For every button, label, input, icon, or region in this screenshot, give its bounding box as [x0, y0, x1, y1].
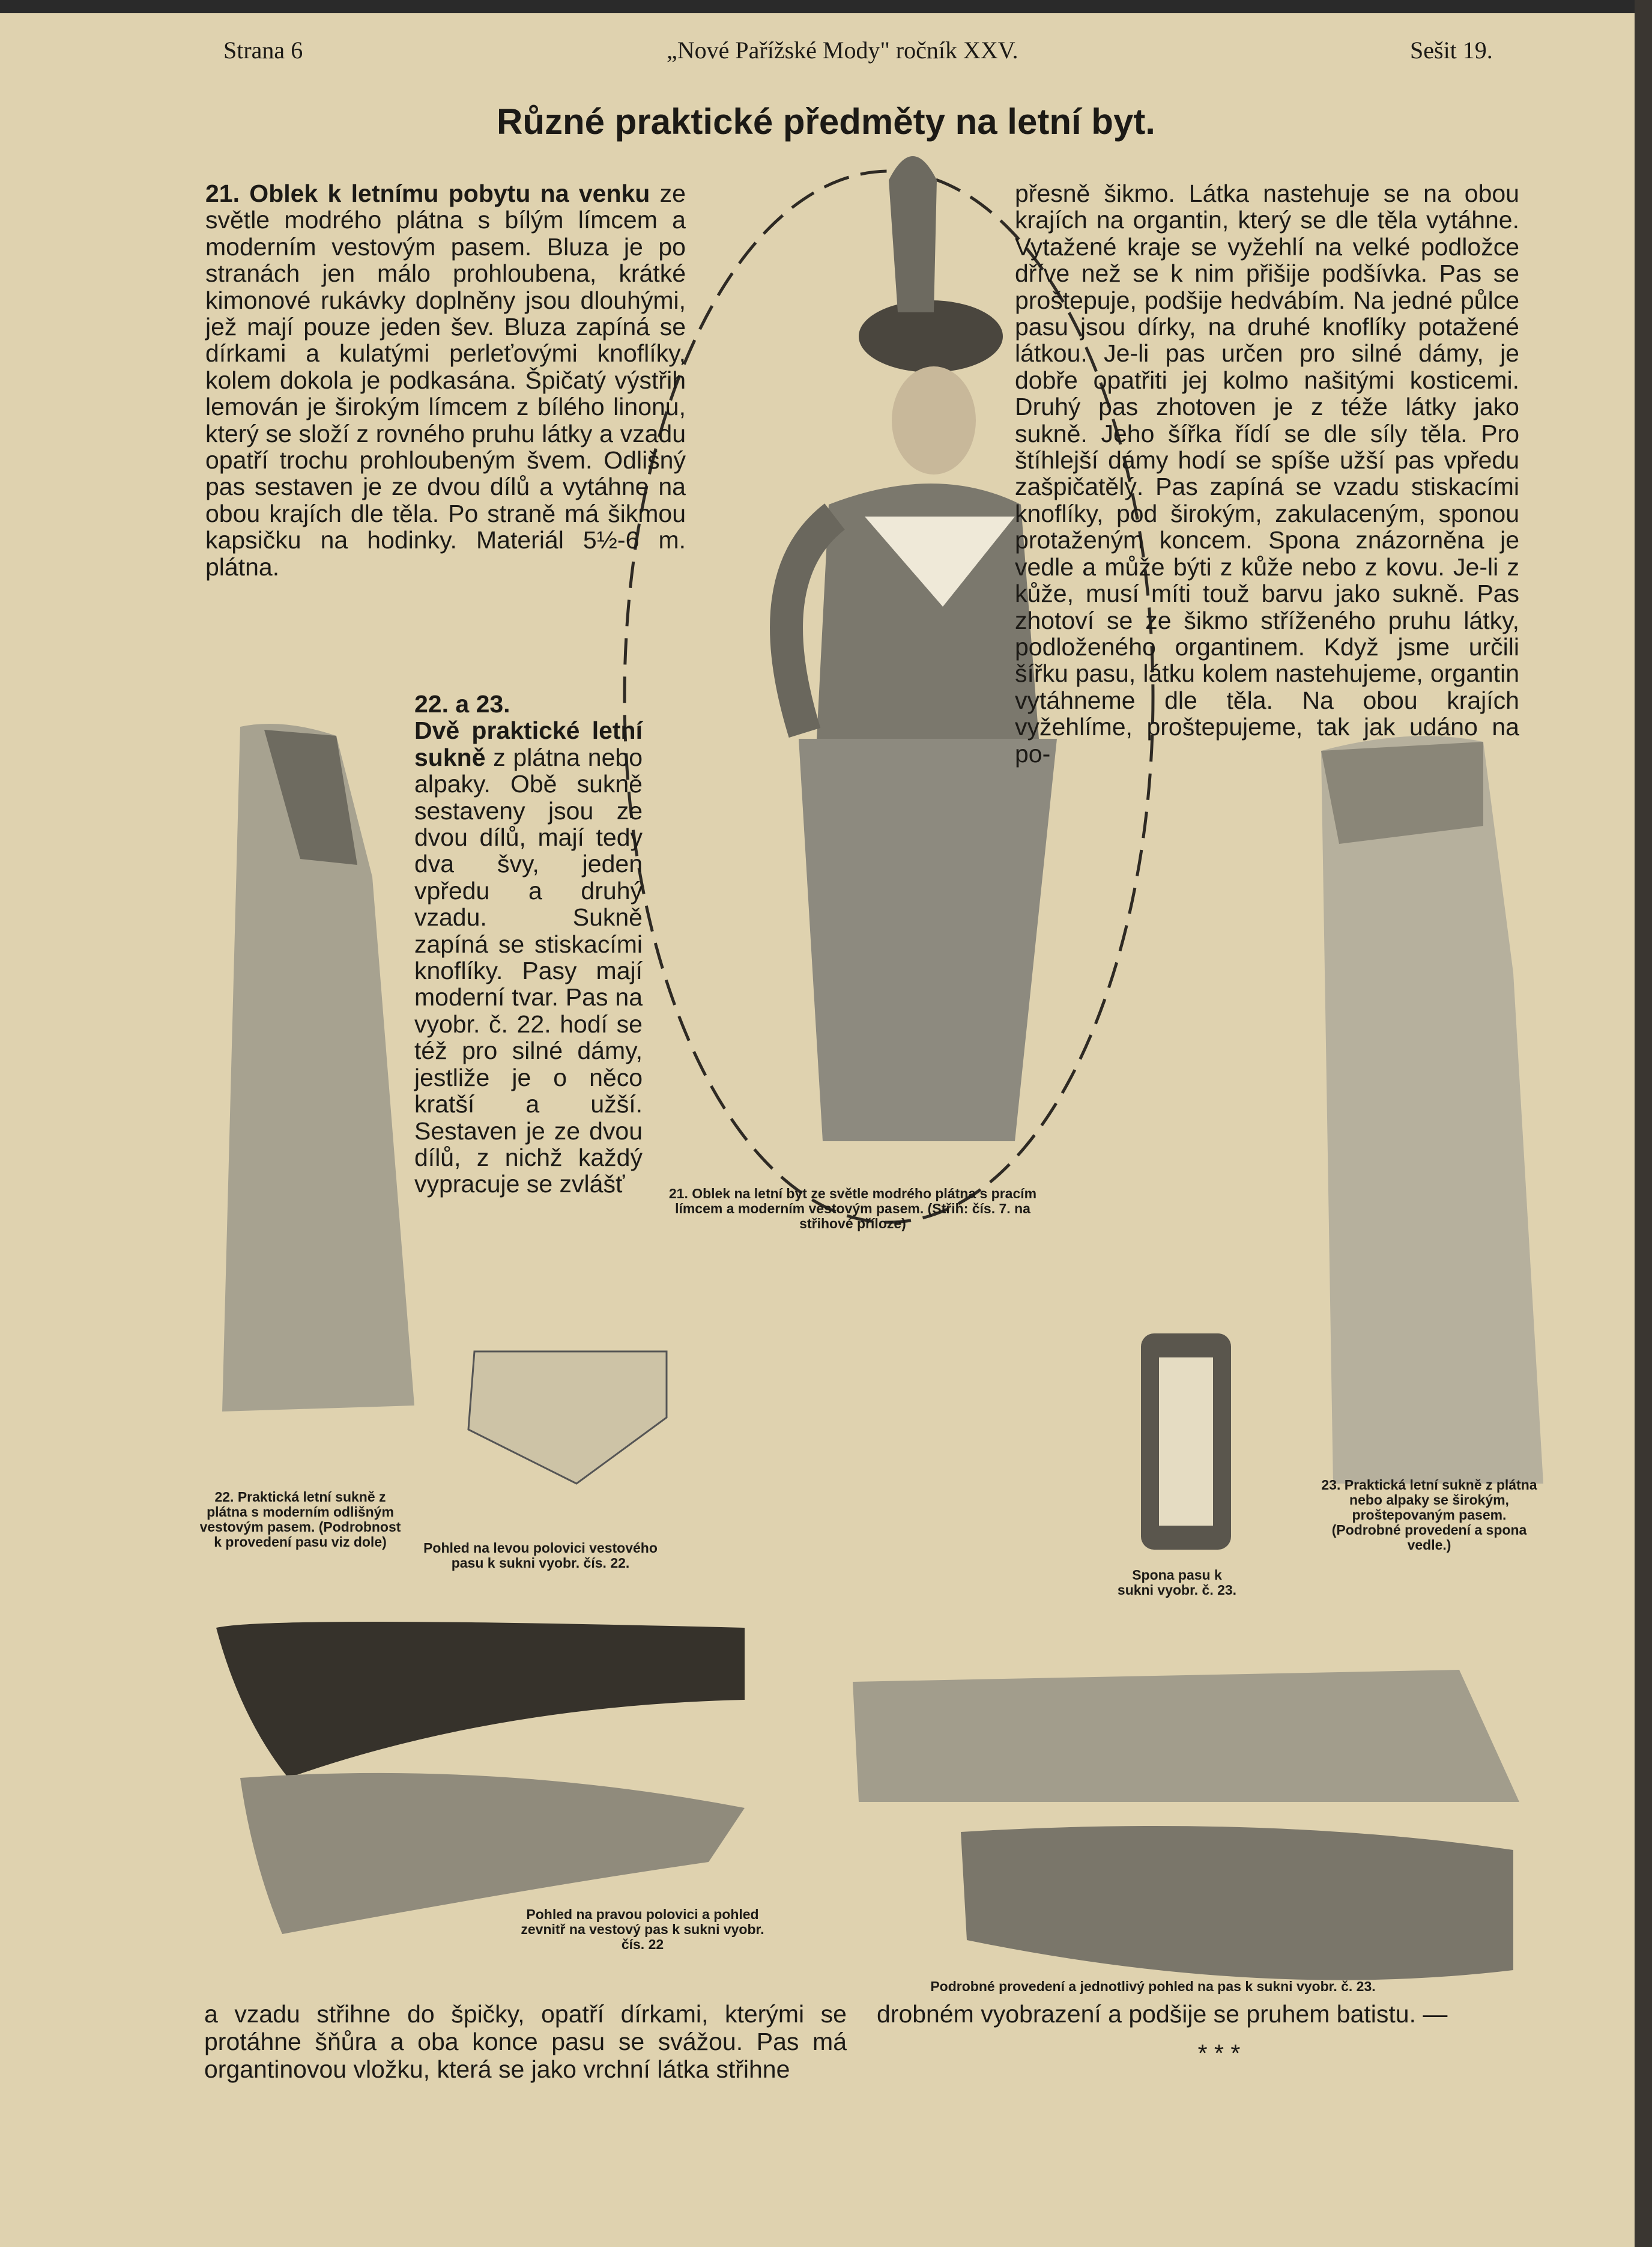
caption-fig23-buckle: Spona pasu k sukni vyobr. č. 23.	[1117, 1567, 1237, 1598]
right-column-text: přesně šikmo. Látka nastehuje se na obou krajích na organtin, který se dle těla vytáhne. Vytažené kraje se vyžehlí na velké podložce dříve než se k nim přišije podšívka. Pas se proštepuje, podšije hedvábím. Na jedné půlce pasu jsou dírky, na druhé knoflíky potažené látkou. Je-li pas určen pro silné dámy, je dobře opatřiti jej kolmo našitými kosticemi. Druhý pas zhotoven je z téže látky jako sukně. Jeho šířka řídí se dle síly těla. Pro štíhlejší dámy hodí se spíše užší pas vpředu zašpičatělý. Pas zapíná se vzadu stiskacími knoflíky, pod širokým, zakulaceným, sponou protaženým koncem. Spona znázorněna je vedle a může býti z kůže nebo z kovu. Je-li z kůže, musí míti touž barvu jako sukně. Pas zhotoví se ze šikmo stříženého pruhu látky, podloženého organtinem. Když jsme určili šířku pasu, látku kolem nastehujeme, organtin vytáhneme dle těla. Na obou krajích vyžehlíme, proštepujeme, tak jak udáno na po-	[1015, 180, 1519, 768]
left-column	[205, 180, 686, 580]
caption-fig22: 22. Praktická letní sukně z plátna s moderním odlišným vestovým pasem. (Podrobnost k provedení pasu viz dole)	[199, 1489, 401, 1550]
item22-heading: 22. a 23.	[414, 690, 510, 718]
issue-number: Sešit 19.	[1410, 37, 1493, 64]
fig23-belt-strip	[853, 1670, 1519, 1802]
running-head: „Nové Pařížské Mody" ročník XXV.	[667, 37, 1018, 64]
page-number: Strana 6	[223, 37, 303, 64]
section-stars: * * *	[1197, 2039, 1241, 2067]
item21-text: ze světle modrého plátna s bílým límcem a moderním vestovým pasem. Bluza je po stranách jen málo prohloubena, krátké kimonové rukávky doplněny jsou dlouhými, jež mají pouze jeden šev. Bluza zapíná se dírkami a kulatými perleťovými knoflíky, kolem dokola je podkasána. Špičatý výstřih lemován je širokým límcem z bílého linonu, který se složí z rovného pruhu látky a vzadu opatří trochu prohloubeným švem. Odlišný pas sestaven je ze dvou dílů a vytáhne na obou krajích dle těla. Po straně má šikmou kapsičku na hodinky. Materiál 5½-6 m. plátna.	[205, 180, 686, 581]
caption-fig23-detail: Podrobné provedení a jednotlivý pohled na pas k sukni vyobr. č. 23.	[930, 1979, 1376, 1994]
fig22-left-vest-half	[468, 1351, 667, 1484]
item22-text: z plátna nebo alpaky. Obě sukně sestaveny jsou ze dvou dílů, mají tedy dva švy, jeden vpředu a druhý vzadu. Sukně zapíná se stiskacími knoflíky. Pasy mají moderní tvar. Pas na vyobr. č. 22. hodí se též pro silné dámy, jestliže je o něco kratší a užší. Sestaven je ze dvou dílů, z nichž každý vypracuje se zvlášť	[414, 743, 643, 1198]
fig23-skirt	[1321, 736, 1543, 1484]
left-column-2	[414, 691, 643, 1198]
bottom-left-text: a vzadu střihne do špičky, opatří dírkami, kterými se protáhne šňůra a oba konce pasu se svážou. Pas má organtinovou vložku, která se jako vrchní látka střihne	[204, 2000, 847, 2083]
item22-subheading: Dvě praktické letní sukně	[414, 717, 643, 771]
item21-heading: 21. Oblek k letnímu pobytu na	[205, 180, 569, 207]
item21-lead: venku	[578, 180, 650, 207]
caption-fig22-right-half: Pohled na pravou polovici a pohled zevnitř na vestový pas k sukni vyobr. čís. 22	[521, 1906, 764, 1952]
caption-fig22-left-half: Pohled na levou polovici vestového pasu k sukni vyobr. čís. 22.	[423, 1540, 658, 1571]
page-title: Různé praktické předměty na letní byt.	[497, 102, 1155, 142]
caption-fig21: 21. Oblek na letní byt ze světle modrého plátna s pracím límcem a moderním vestovým pasem. (Střih: čís. 7. na střihové příloze)	[668, 1186, 1037, 1231]
caption-fig23: 23. Praktická letní sukně z plátna nebo alpaky se širokým, proštepovaným pasem. (Podrobné provedení a spona vedle.)	[1321, 1477, 1537, 1553]
right-column	[1015, 180, 1519, 767]
bottom-right-text: drobném vyobrazení a podšije se pruhem batistu. —	[877, 2000, 1448, 2028]
fig22-vest-dark	[216, 1622, 745, 1778]
